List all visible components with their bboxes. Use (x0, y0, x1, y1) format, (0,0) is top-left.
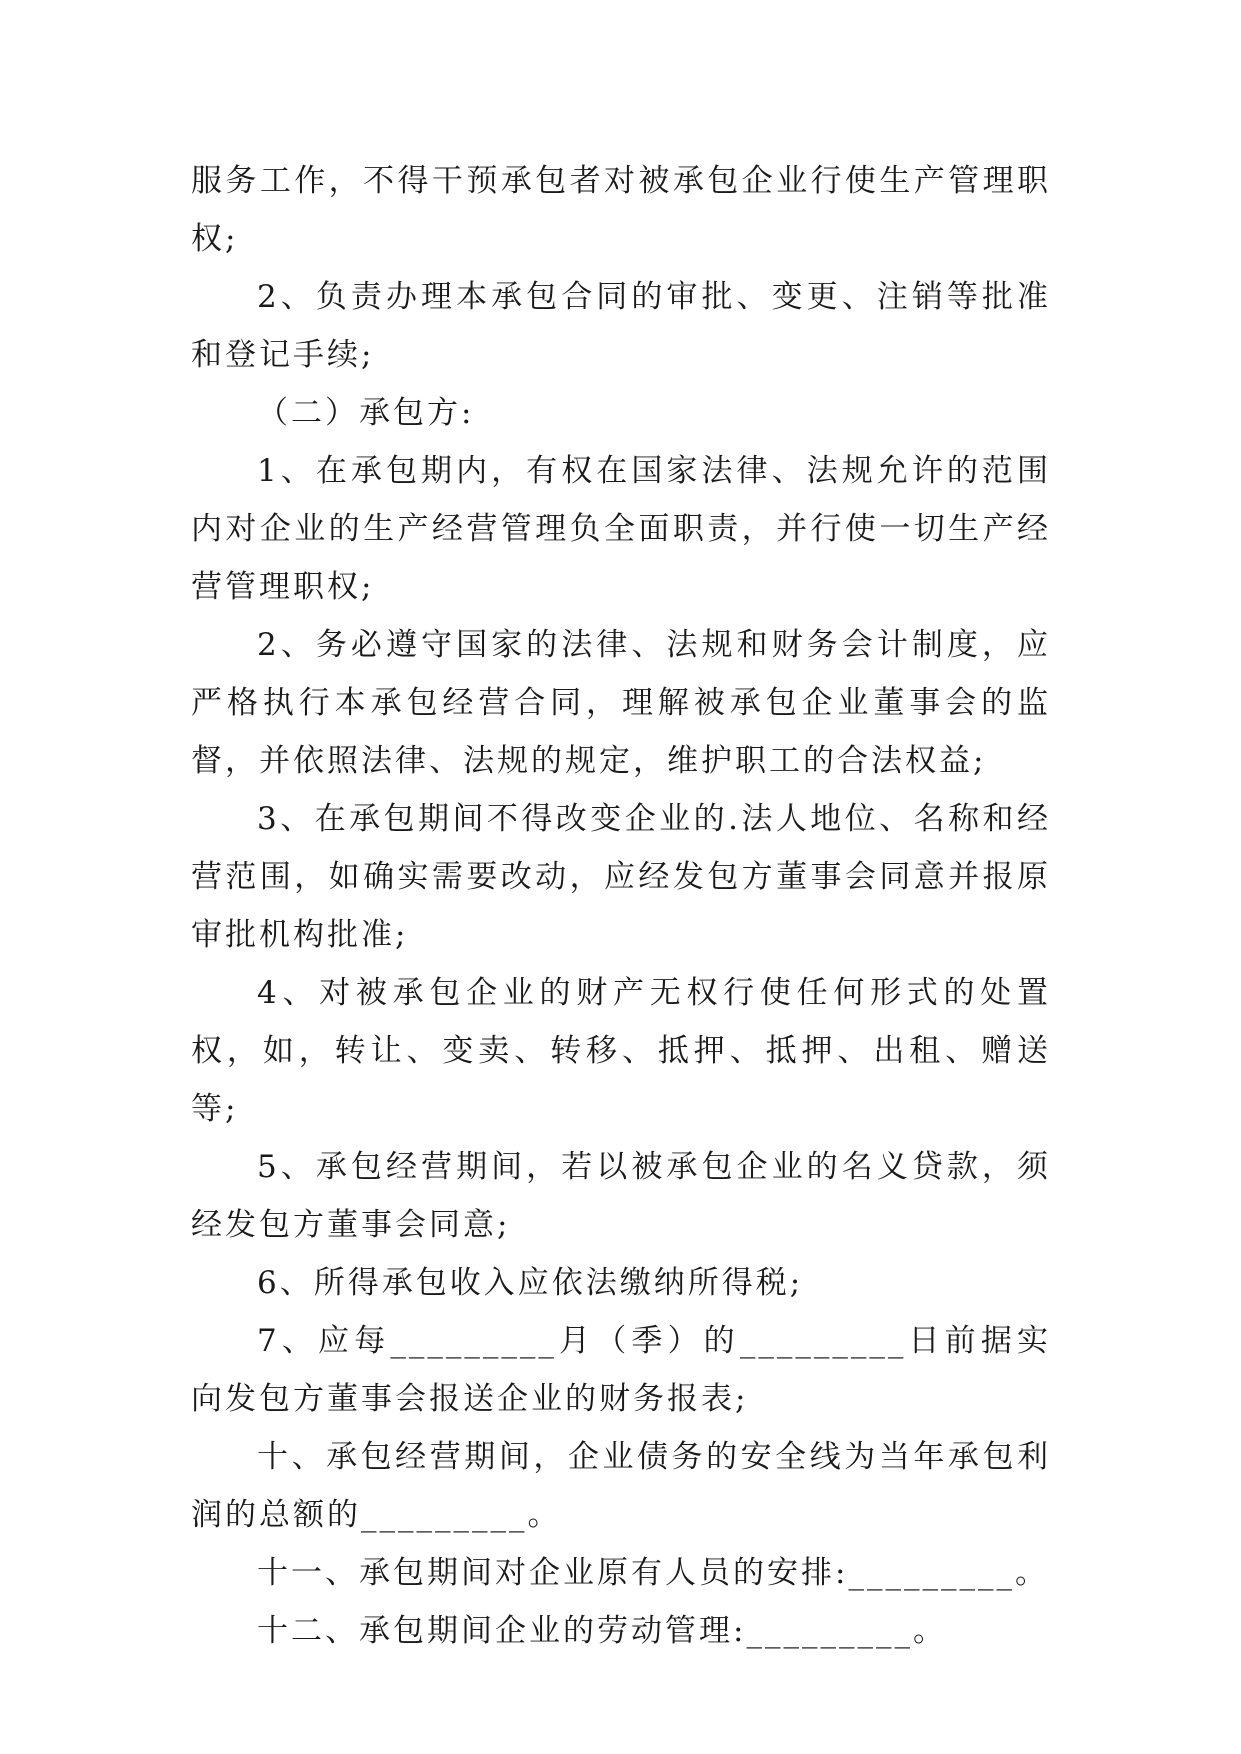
paragraph-article-10: 十、承包经营期间，企业债务的安全线为当年承包利润的总额的_________。 (191, 1439, 1051, 1533)
paragraph-clause-2-registration: 2、负责办理本承包合同的审批、变更、注销等批准和登记手续; (191, 279, 1051, 373)
paragraph-contractor-3: 3、在承包期间不得改变企业的.法人地位、名称和经营范围，如确实需要改动，应经发包方董事会同意并报原审批机构批准; (191, 801, 1051, 953)
paragraph-continuation: 服务工作，不得干预承包者对被承包企业行使生产管理职权; (191, 163, 1051, 257)
paragraph-contractor-2: 2、务必遵守国家的法律、法规和财务会计制度，应严格执行本承包经营合同，理解被承包企业董事会的监督，并依照法律、法规的规定，维护职工的合法权益; (191, 627, 1051, 779)
document-body (191, 152, 1051, 1660)
paragraph-contractor-7: 7、应每_________月（季）的_________日前据实向发包方董事会报送企业的财务报表; (191, 1323, 1051, 1417)
paragraph-contractor-4: 4、对被承包企业的财产无权行使任何形式的处置权，如，转让、变卖、转移、抵押、抵押、出租、赠送等; (191, 975, 1051, 1127)
paragraph-article-11: 十一、承包期间对企业原有人员的安排:_________。 (257, 1555, 1049, 1591)
section-heading-contractor: （二）承包方: (257, 395, 475, 431)
paragraph-article-12: 十二、承包期间企业的劳动管理:_________。 (257, 1613, 947, 1649)
paragraph-contractor-5: 5、承包经营期间，若以被承包企业的名义贷款，须经发包方董事会同意; (191, 1149, 1051, 1243)
paragraph-contractor-1: 1、在承包期内，有权在国家法律、法规允许的范围内对企业的生产经营管理负全面职责，并行使一切生产经营管理职权; (191, 453, 1051, 605)
paragraph-contractor-6: 6、所得承包收入应依法缴纳所得税; (257, 1265, 804, 1301)
